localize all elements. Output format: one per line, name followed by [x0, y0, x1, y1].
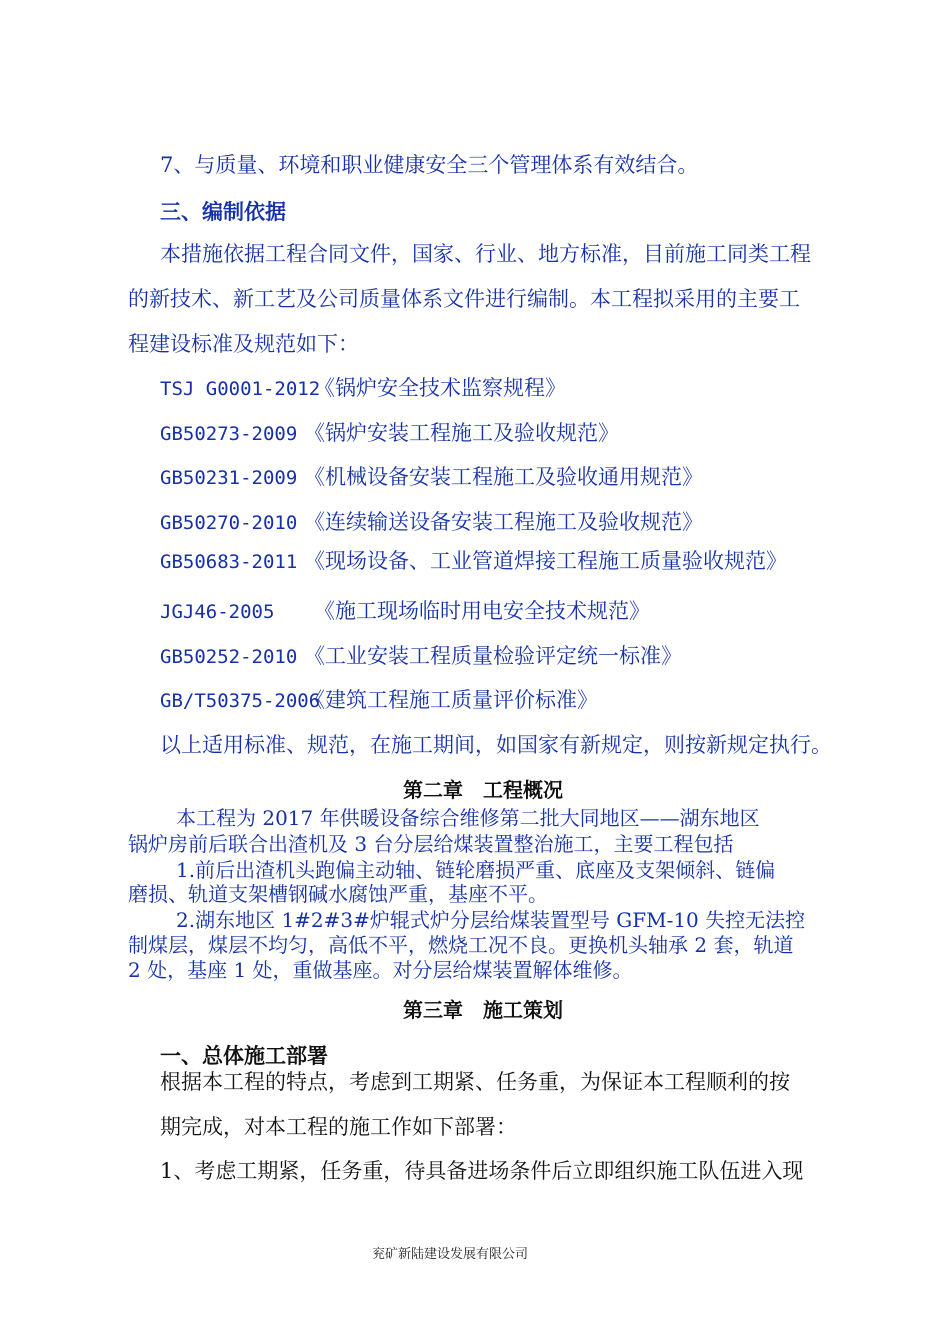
- deployment-item-1: 1、考虑工期紧，任务重，待具备进场条件后立即组织施工队伍进入现: [160, 1159, 804, 1183]
- standard-title: 《现场设备、工业管道焊接工程施工质量验收规范》: [304, 549, 787, 573]
- standard-title: 《锅炉安装工程施工及验收规范》: [304, 421, 619, 445]
- basis-paragraph-line-1: 本措施依据工程合同文件，国家、行业、地方标准，目前施工同类工程: [160, 242, 811, 266]
- standard-item: [160, 512, 703, 533]
- standards-note: 以上适用标准、规范，在施工期间，如国家有新规定，则按新规定执行。: [160, 733, 832, 757]
- page-footer: 兖矿新陆建设发展有限公司: [372, 1247, 529, 1262]
- basis-paragraph-line-2: 的新技术、新工艺及公司质量体系文件进行编制。本工程拟采用的主要工: [128, 287, 800, 311]
- deployment-paragraph-line-1: 根据本工程的特点，考虑到工期紧、任务重，为保证本工程顺利的按: [160, 1070, 790, 1094]
- chapter-2-line-4: 磨损、轨道支架槽钢碱水腐蚀严重，基座不平。: [128, 882, 548, 906]
- standard-code: JGJ46-2005: [160, 601, 275, 623]
- standard-code: GB/T50375-2006: [160, 690, 321, 712]
- chapter-2-line-1: 本工程为 2017 年供暖设备综合维修第二批大同地区——湖东地区: [176, 806, 760, 830]
- standard-code: GB50683-2011: [160, 551, 298, 573]
- basis-paragraph-line-3: 程建设标准及规范如下：: [128, 332, 359, 356]
- standard-item: [160, 551, 787, 572]
- standard-title: 《施工现场临时用电安全技术规范》: [314, 599, 650, 623]
- standard-item: [160, 601, 650, 622]
- chapter-3-title: 第三章 施工策划: [403, 998, 563, 1022]
- list-item-7: 7、与质量、环境和职业健康安全三个管理体系有效结合。: [160, 153, 699, 177]
- standard-item: [160, 423, 619, 444]
- standard-code: GB50252-2010: [160, 646, 298, 668]
- standard-item: [160, 690, 598, 711]
- chapter-2-title: 第二章 工程概况: [403, 778, 563, 802]
- standard-title: 《锅炉安全技术监察规程》: [314, 376, 566, 400]
- standard-item: [160, 646, 682, 667]
- standard-item: [160, 467, 703, 488]
- section-heading-basis: 三、编制依据: [160, 199, 286, 224]
- standard-title: 《连续输送设备安装工程施工及验收规范》: [304, 510, 703, 534]
- standard-title: 《工业安装工程质量检验评定统一标准》: [304, 644, 682, 668]
- section-heading-deployment: 一、总体施工部署: [160, 1043, 328, 1068]
- deployment-paragraph-line-2: 期完成，对本工程的施工作如下部署：: [160, 1115, 517, 1139]
- chapter-2-line-7: 2 处，基座 1 处，重做基座。对分层给煤装置解体维修。: [128, 958, 633, 982]
- standard-title: 《机械设备安装工程施工及验收通用规范》: [304, 465, 703, 489]
- chapter-2-line-3: 1.前后出渣机头跑偏主动轴、链轮磨损严重、底座及支架倾斜、链偏: [176, 858, 776, 882]
- standard-title: 《建筑工程施工质量评价标准》: [304, 688, 598, 712]
- standard-item: [160, 378, 566, 399]
- standard-code: GB50273-2009: [160, 423, 298, 445]
- chapter-2-line-2: 锅炉房前后联合出渣机及 3 台分层给煤装置整治施工，主要工程包括: [128, 832, 734, 856]
- standard-code: TSJ G0001-2012: [160, 378, 321, 400]
- standard-code: GB50231-2009: [160, 467, 298, 489]
- chapter-2-line-5: 2.湖东地区 1#2#3#炉辊式炉分层给煤装置型号 GFM-10 失控无法控: [176, 908, 806, 932]
- standard-code: GB50270-2010: [160, 512, 298, 534]
- chapter-2-line-6: 制煤层，煤层不均匀，高低不平，燃烧工况不良。更换机头轴承 2 套，轨道: [128, 933, 794, 957]
